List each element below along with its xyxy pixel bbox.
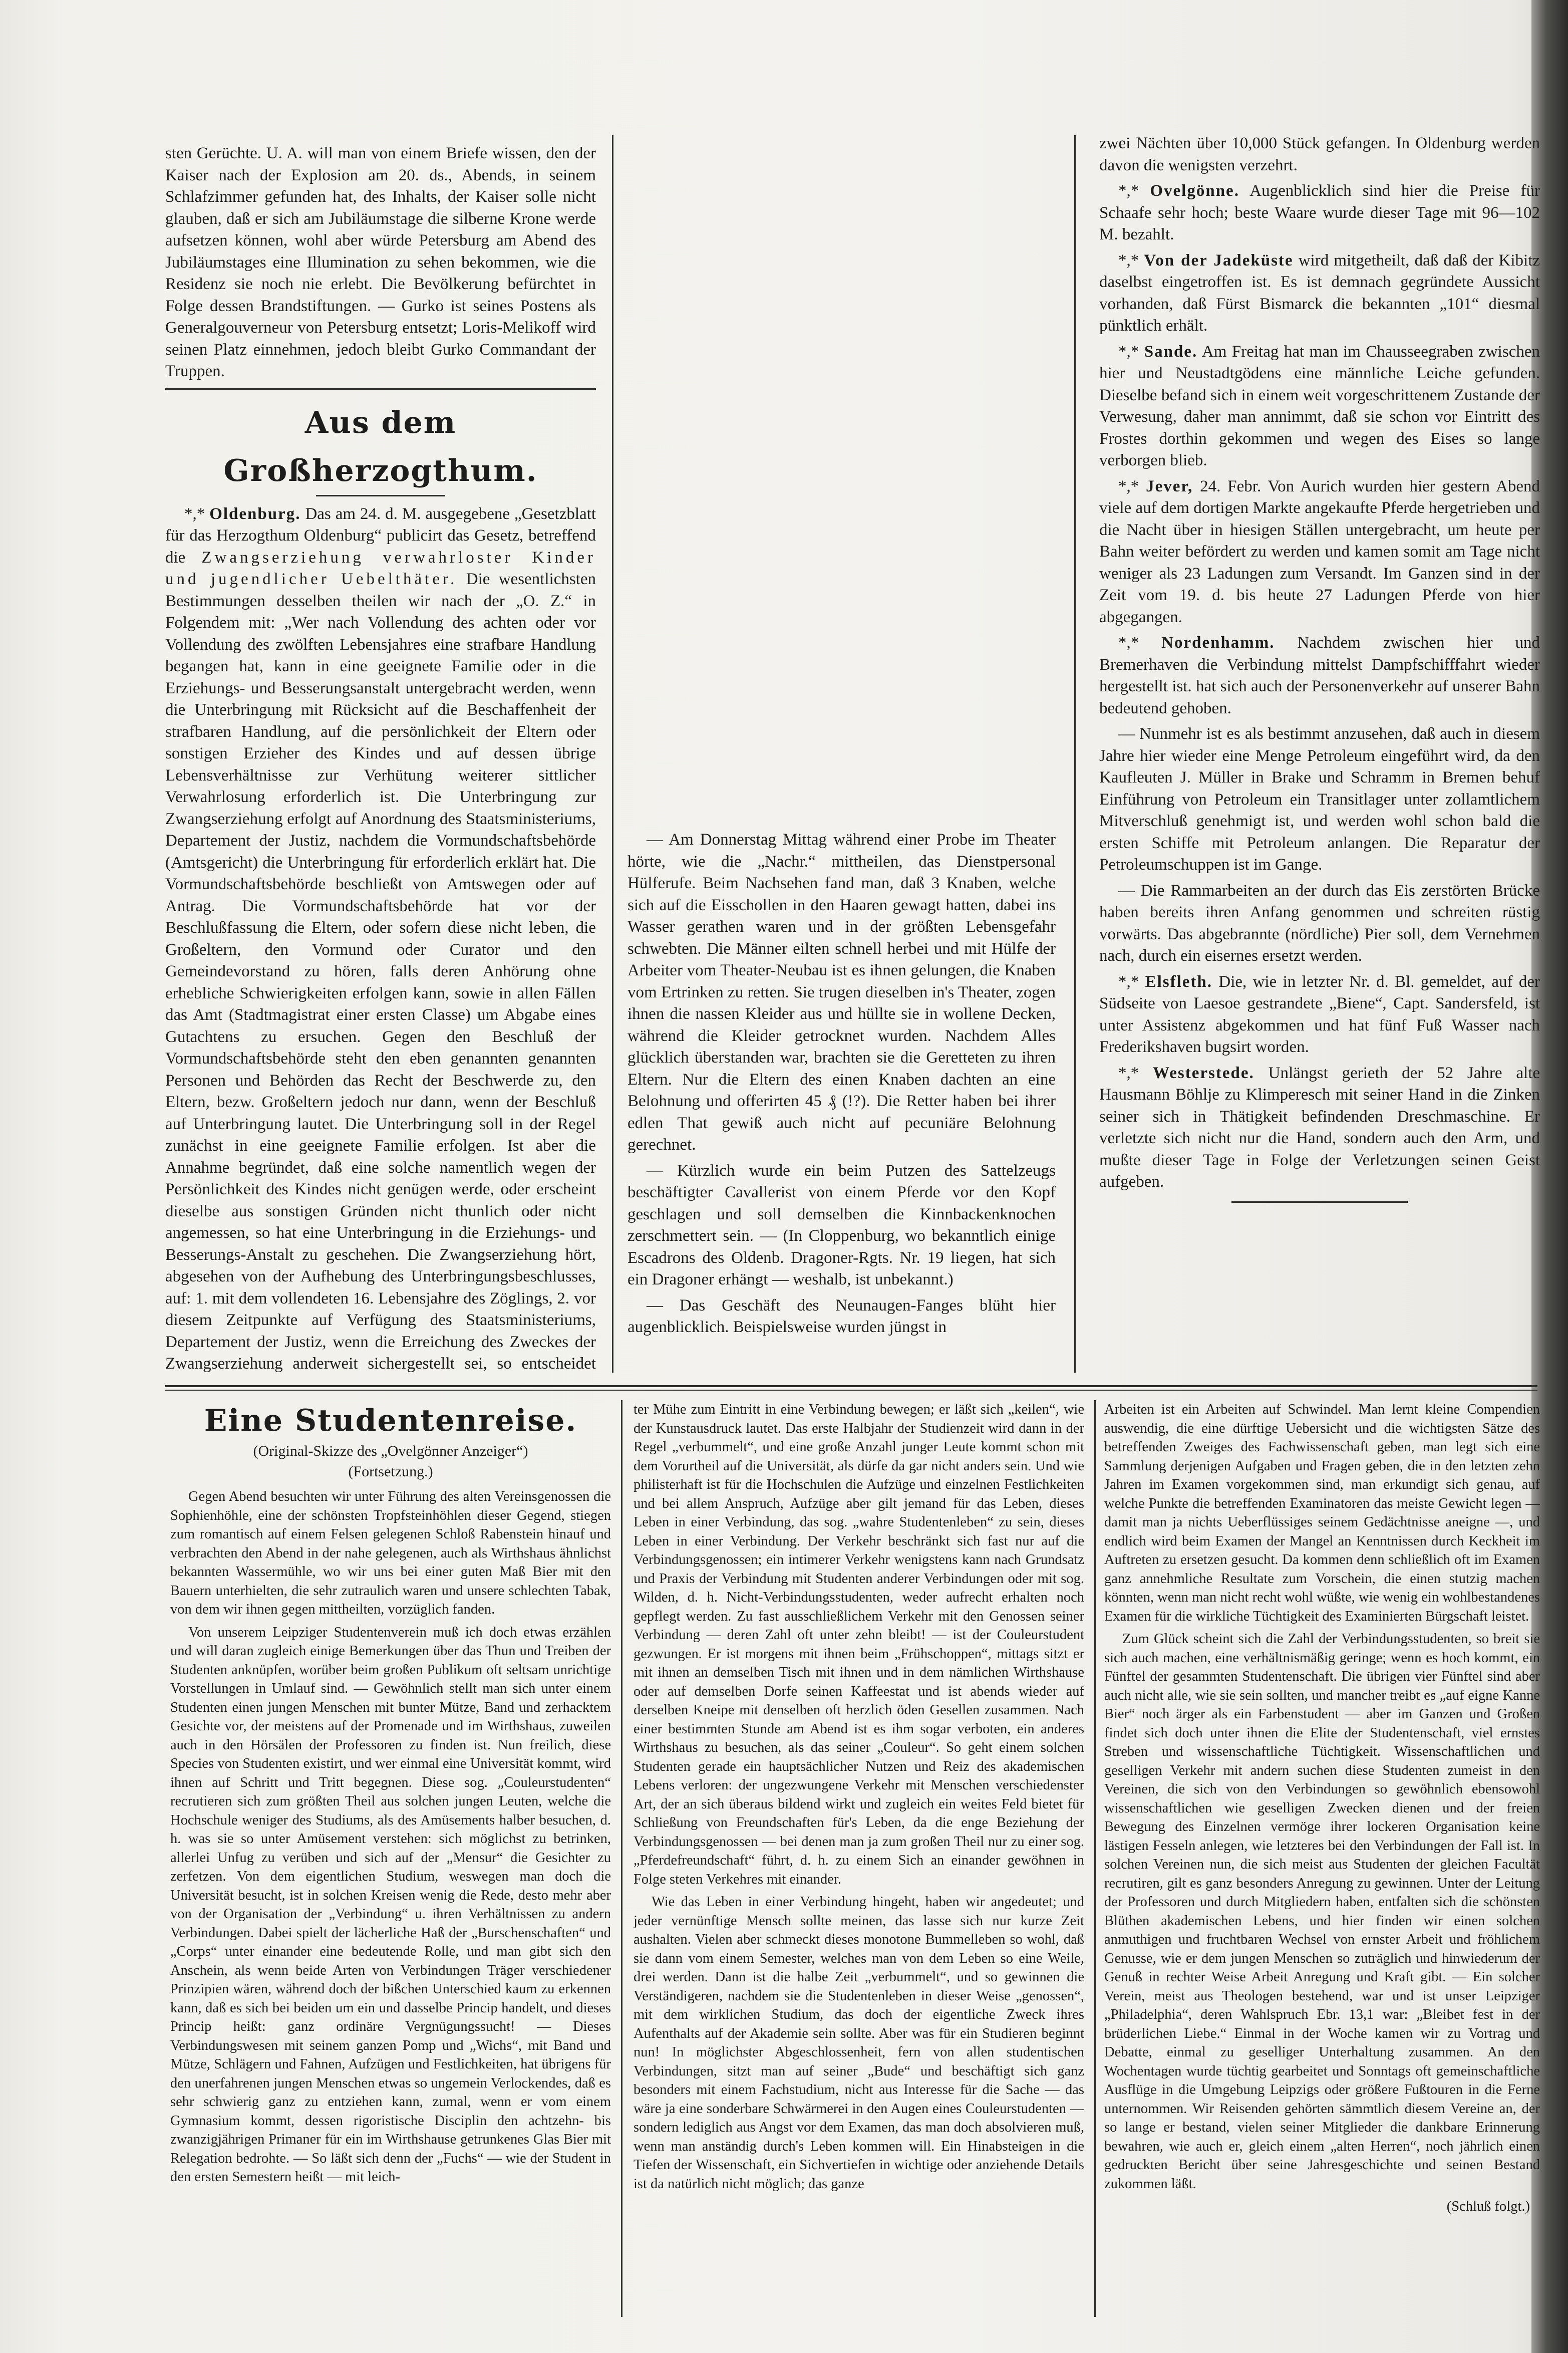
- place-heading: Ovelgönne.: [1150, 182, 1239, 200]
- feuilleton-title: Eine Studentenreise.: [204, 1403, 577, 1438]
- article-text: Das am 24. d. M. ausgegebene „Gesetzblatt für das Herzogthum Oldenburg“ publicirt das Gesetz, betreffend die: [165, 504, 596, 567]
- feuilleton-column-3: [1104, 1400, 1540, 2317]
- feuilleton-paragraph: Arbeiten ist ein Arbeiten auf Schwindel. Man lernt kleine Compendien auswendig, die eine dürftige Uebersicht und die wichtigsten Sätze des betreffenden Zweiges des Fachwissenschaft geben, man legt sich eine Sammlung derjenigen Aufgaben und Fragen geben, die in den letzten zehn Jahren im Examen vorgekommen sind, man erkundigt sich genau, auf welche Punkte die betreffenden Examinatoren das meiste Gewicht legen — damit man ja nichts Ueberflüssiges seinem Gedächtnisse aneigne —, und endlich wird beim Examen der Mangel an Kenntnissen durch Keckheit im Auftreten zu ersetzen gesucht. Da kommen denn schließlich oft im Examen ganz annehmliche Resultate zum Vorschein, die einen stutzig machen könnten, wenn man nicht recht wohl wüßte, wie wenig ein wohlbestandenes Examen für die wirkliche Tüchtigkeit des Examinierten Bürgschaft leistet.: [1104, 1402, 1540, 1624]
- article-text: 24. Febr. Von Aurich wurden hier gestern Abend viele auf dem dortigen Markte angekaufte Pferde hergetrieben und die Nacht über in hiesigen Ställen untergebracht, um heute per Bahn weiter befördert zu werden und kamen somit am Tage nicht weniger als 23 Ladungen zum Versandt. Im Ganzen sind in der Zeit vom 19. d. bis heute 27 Ladungen Pferde von hier abgegangen.: [1099, 477, 1540, 626]
- news-item-elsfleth: [1099, 971, 1540, 1059]
- news-column-3: [1099, 133, 1540, 1345]
- news-paragraph: — Das Geschäft des Neunaugen-Fanges blüht hier augenblicklich. Beispielsweise wurden jüngst in: [628, 1296, 1056, 1336]
- column-rule-2: [1074, 135, 1076, 1373]
- feuilleton-column-rule-2: [1094, 1400, 1096, 2317]
- item-marker: *,*: [1118, 251, 1139, 270]
- place-heading: Oldenburg.: [209, 504, 301, 523]
- news-item-jever: [1099, 476, 1540, 629]
- column-rule-1: [612, 135, 613, 1373]
- article-continuation: sten Gerüchte. U. A. will man von einem Briefe wissen, den der Kaiser nach der Explosion am 20. ds., Abends, in seinem Schlafzimmer gefunden hat, des Inhalts, der Kaiser solle nicht glauben, daß er sich am Jubiläumstage die silberne Krone werde aufsetzen können, wohl aber würde Petersburg am Abend des Jubiläumstages eine Illumination zu sehen bekommen, wie die Residenz sie noch nie erlebt. Die Bevölkerung befürchtet in Folge dessen Brandstiftungen. — Gurko ist seines Postens als Generalgouverneur von Petersburg entsetzt; Loris-Melikoff wird seinen Platz einnehmen, jedoch bleibt Gurko Commandant der Truppen.: [165, 144, 596, 380]
- feuilleton-column-rule-1: [621, 1400, 622, 2317]
- article-text: Nachdem zwischen hier und Bremerhaven die Verbindung mittelst Dampfschifffahrt wieder hergestellt ist. hat sich auch der Personenverkehr auf unserer Bahn bedeutend gehoben.: [1099, 634, 1540, 717]
- place-heading: Sande.: [1144, 342, 1198, 361]
- feuilleton-continuation-note: (Fortsetzung.): [348, 1463, 433, 1480]
- news-paragraph: — Die Rammarbeiten an der durch das Eis zerstörten Brücke haben bereits ihren Anfang genommen und schreiten rüstig vorwärts. Das abgebrannte (nördliche) Pier soll, dem Vernehmen nach, durch ein eisernes ersetzt werden.: [1099, 881, 1540, 965]
- place-heading: Nordenhamm.: [1161, 634, 1275, 652]
- feuilleton-separator-rule: [165, 1385, 1537, 1387]
- feuilleton-title-block: [170, 1400, 611, 1482]
- to-be-continued-note: (Schluß folgt.): [1446, 2199, 1530, 2214]
- news-item-westerstede: [1099, 1063, 1540, 1193]
- news-item-ovelgoenne: [1099, 180, 1540, 246]
- news-item-sande: [1099, 341, 1540, 472]
- place-heading: Westerstede.: [1153, 1064, 1255, 1082]
- article-text: Augenblicklich sind hier die Preise für Schaafe sehr hoch; beste Waare wurde dieser Tage mit 96—102 M. bezahlt.: [1099, 182, 1540, 243]
- place-heading: Jever,: [1146, 477, 1193, 495]
- article-text: Am Freitag hat man im Chausseegraben zwischen hier und Neustadtgödens eine männliche Leiche gefunden. Dieselbe befand sich in einem weit vorgeschrittenem Zustande der Verwesung, daher man annimmt, daß sie schon vor Eintritt des Frostes dorthin gekommen und wegen des Eises so lange verborgen blieb.: [1099, 342, 1540, 469]
- feuilleton-paragraph: Gegen Abend besuchten wir unter Führung des alten Vereinsgenossen die Sophienhöhle, eine der schönsten Tropfsteinhöhlen dieser Gegend, stiegen zum romantisch auf einem Felsen gelegenen Schloß Rabenstein hinauf und verbrachten den Abend in der nahe gelegenen, auch als Wirthshaus ähnlichst bekannten Wassermühle, wo wir uns bei einer guten Maß Bier mit den Bauern unterhielten, die sehr zutraulich waren und unsere schlechten Tabak, von dem wir ihnen gegen mittheilten, vorzüglich fanden.: [170, 1489, 611, 1617]
- news-item-nordenhamm: [1099, 632, 1540, 719]
- item-marker: *,*: [1118, 182, 1139, 200]
- column-2-upper-continuation-space: [628, 143, 1056, 829]
- feuilleton-column-1: [170, 1400, 611, 2317]
- news-item-jadekueste: [1099, 250, 1540, 337]
- article-end-rule: [1231, 1201, 1408, 1203]
- item-marker: *,*: [1118, 634, 1139, 652]
- feuilleton-paragraph: Zum Glück scheint sich die Zahl der Verbindungsstudenten, so breit sie sich auch machen, eine verhältnismäßig geringe; wenn es hoch kommt, ein Fünftel der gesammten Studentenschaft. Die übrigen vier Fünftel sind aber auch nicht alle, wie sie sein sollten, und mancher treibt es „auf eigne Kanne Bier“ noch ärger als ein Farbenstudent — aber im Ganzen und Großen findet sich doch unter ihnen die Elite der Studentenschaft, viel ernstes Streben und wissenschaftliche Tüchtigkeit. Wissenschaftlichen und geselligen Verkehr mit andern suchen diese Studenten zumeist in den Vereinen, die sich von den Verbindungen so gewöhnlich ebensowohl wissenschaftlichen wie geselligen Zwecken dienen und der freien Bewegung des Einzelnen vermöge ihrer lockeren Organisation keine lästigen Fesseln anlegen, wie letzteres bei den Verbindungen der Fall ist. In solchen Vereinen nun, die sich meist aus Studenten der gleichen Facultät recrutiren, gilt es ganz besonders Anregung zu gewinnen. Unter der Leitung der Professoren und durch Mitgliedern haben, entfalten sich die schönsten Blüthen akademischen Lebens, und hier finden wir einen solchen anmuthigen und fruchtbaren Wechsel von ernster Arbeit und fröhlichem Genusse, wie er dem jungen Menschen so zuträglich und hinwiederum der Genuß in rechter Weise Arbeit Anregung und Kraft gibt. — Ein solcher Verein, meist aus Theologen bestehend, war und ist unser Leipziger „Philadelphia“, deren Wahlspruch Ebr. 13,1 war: „Bleibet fest in der brüderlichen Liebe.“ Einmal in der Woche kamen wir zu Vortrag und Debatte, einmal zu geselliger Unterhaltung zusammen. An den Wochentagen wurde tüchtig gearbeitet und Sonntags oft gemeinschaftliche Ausflüge in die Umgebung Leipzigs oder größere Fußtouren in die Ferne unternommen. Wir Reisenden gehörten sämmtlich diesem Vereine an, der so lange er bestand, vielen seiner Mitglieder die dankbare Erinnerung bewahren, wie auch er, gleich einem „alten Herren“, noch jährlich einen gedruckten Bericht über seine Jahresgeschichte und seinen Bestand zukommen läßt.: [1104, 1631, 1540, 2192]
- column-divider-rule: [165, 388, 596, 390]
- item-marker: *,*: [1118, 342, 1139, 361]
- item-marker: *,*: [1118, 972, 1139, 991]
- spaced-emphasis: Zwangserziehung verwahrloster Kinder und jugendlicher Uebelthäter.: [165, 548, 596, 588]
- article-text: Unlängst gerieth der 52 Jahre alte Hausmann Böhlje zu Klimperesch mit seiner Hand in die Zinken seiner sich in Thätigkeit befindenden Dreschmaschine. Er verletzte sich nicht nur die Hand, sondern auch den Arm, und mußte dieser Tage in Folge der Verletzungen seinen Geist aufgeben.: [1099, 1064, 1540, 1191]
- news-column-1: [165, 143, 596, 1373]
- feuilleton-column-2: [634, 1400, 1084, 2317]
- heading-underline: [316, 495, 445, 496]
- feuilleton-paragraph: Von unserem Leipziger Studentenverein muß ich doch etwas erzählen und will daran zugleich einige Bemerkungen über das Thun und Treiben der Studenten anknüpfen, worüber beim großen Publikum oft seltsam unrichtige Vorstellungen in Umlauf sind. — Gewöhnlich stellt man sich unter einem Studenten einen jungen Menschen mit bunter Mütze, Band und zerhacktem Gesichte vor, der meistens auf der Promenade und im Wirthshaus, zuweilen auch in den Hörsälen der Professoren zu finden ist. Nun freilich, diese Species von Studenten existirt, und wer einmal eine Universität kommt, wird ihnen auf Schritt und Tritt begegnen. Diese sog. „Couleurstudenten“ recrutieren sich zum größten Theil aus solchen jungen Leuten, welche die Hochschule weniger des Studiums, als des Amüsements halber besuchen, d. h. was sie so unter Amüsement verstehen: sich möglichst zu betrinken, allerlei Unfug zu verüben und sich auf der „Mensur“ die Gesichter zu zerfetzen. Von dem eigentlichen Studium, weswegen man doch die Universität besucht, ist in solchen Kreisen wenig die Rede, desto mehr aber von der Organisation der „Verbindung“ u. ihren Verhältnissen zu andern Verbindungen. Dabei spielt der lächerliche Haß der „Burschenschaften“ und „Corps“ unter einander eine bedeutende Rolle, und man gibt sich den Anschein, als wenn beide Arten von Verbindungen Träger verschiedener Prinzipien wären, während doch der bißchen Unterschied kaum zu erkennen kann, daß es sich bei beiden um ein und dasselbe Princip handelt, und dieses Princip heißt: ganz ordinäre Vergnügungssucht! — Dieses Verbindungswesen mit seinem ganzen Pomp und „Wichs“, mit Band und Mütze, Schlägern und Fahnen, Aufzügen und Festlichkeiten, hat übrigens für den unerfahrenen jungen Menschen etwas so ungemein Verlockendes, daß es sehr schwierig ganz zu entziehen kann, zumal, wenn er vom einem Gymnasium kommt, dessen rigoristische Disciplin den achtzehn- bis zwanzigjährigen Primaner für ein im Wirthshause getrunkenes Glas Bier mit Relegation bedrohte. — So läßt sich denn der „Fuchs“ — wie der Student in den ersten Semestern heißt — mit leich-: [170, 1624, 611, 2185]
- oldenburg-article: [165, 503, 596, 1373]
- article-text: Die wesentlichsten Bestimmungen desselben theilen wir nach der „O. Z.“ in Folgendem mit: „Wer nach Vollendung des achten oder vor Vollendung des zwölften Lebensjahres eine strafbare Handlung begangen hat, kann in eine geeignete Familie oder in die Erziehungs- und Besserungsanstalt untergebracht werden, wenn die Unterbringung mit Rücksicht auf die Beschaffenheit der strafbaren Handlung, auf die persönlichkeit der Eltern oder sonstigen Erzieher des Kindes und auf dessen übrige Lebensverhältnisse zur Verhütung weiterer sittlicher Verwahrlosung erforderlich ist. Die Unterbringung zur Zwangserziehung erfolgt auf Anordnung des Staatsministeriums, Departement der Justiz, nachdem die Vormundschaftsbehörde (Amtsgericht) die Unterbringung für erforderlich erklärt hat. Die Vormundschaftsbehörde beschließt von Amtswegen oder auf Antrag. Die Vormundschaftsbehörde hat vor der Beschlußfassung die Eltern, oder sofern diese nicht leben, die Großeltern, den Vormund oder Curator und den Gemeindevorstand zu hören, falls deren Anhörung ohne erhebliche Schwierigkeiten erfolgen kann, sowie in allen Fällen das Amt (Stadtmagistrat einer ersten Classe) um Abgabe eines Gutachtens zu ersuchen. Gegen den Beschluß der Vormundschaftsbehörde steht den eben genannten genannten Personen und Behörden das Recht der Beschwerde zu, den Eltern, bezw. Großeltern jedoch nur dann, wenn der Beschluß auf Unterbringung lautet. Die Unterbringung soll in der Regel zunächst in eine geeignete Familie erfolgen. Ist aber die Annahme begründet, daß eine solche namentlich wegen der Persönlichkeit des Kindes nicht genügen werde, oder erscheint dieselbe aus sonstigen Gründen nicht thunlich oder nicht angemessen, so hat eine Unterbringung in die Erziehungs- und Besserungs-Anstalt zu geschehen. Die Zwangserziehung hört, abgesehen von der Aufhebung des Unterbringungsbeschlusses, auf: 1. mit dem vollendeten 16. Lebensjahre des Zöglings, 2. vor diesem Zeitpunkte auf Verfügung des Staatsministeriums, Departement der Justiz, wenn die Erreichung des Zweckes der Zwangserziehung anderweit sichergestellt sei, so entscheidet: [165, 570, 596, 1373]
- feuilleton-paragraph: Wie das Leben in einer Verbindung hingeht, haben wir angedeutet; und jeder vernünftige Mensch sollte meinen, das lasse sich nur kurze Zeit aushalten. Vielen aber schmeckt dieses monotone Bummelleben so wohl, daß sie dann vom einem Semester, welches man von dem Leben so eine Weile, drei werden. Dann ist die halbe Zeit „verbummelt“, und so gewinnen die Verständigeren, nachdem sie die Studentenleben in dieser Weise „genossen“, mit dem wirklichen Studium, das doch der eigentliche Zweck ihres Aufenthalts auf der Akademie sein sollte. Aber was für ein Studieren beginnt nun! In möglichster Abgeschlossenheit, fern von allen studentischen Verbindungen, sitzt man auf seiner „Bude“ und beschäftigt sich ganz besonders mit einem Fachstudium, nicht aus Interesse für die Sache — das wäre ja eine sonderbare Schwärmerei in den Augen eines Couleurstudenten — sondern lediglich aus Angst vor dem Examen, das man doch absolvieren muß, wenn man anständig durch's Leben kommen will. Ein Hinabsteigen in die Tiefen der Wissenschaft, ein Sichvertiefen in wichtige oder anziehende Details ist da natürlich nicht möglich; das ganze: [634, 1894, 1084, 2192]
- item-marker: *,*: [1118, 1064, 1139, 1082]
- place-heading: Von der Jadeküste: [1144, 251, 1294, 270]
- news-paragraph: — Nunmehr ist es als bestimmt anzusehen, daß auch in diesem Jahre hier wieder eine Menge Petroleum eingeführt wird, da den Kaufleuten J. Müller in Brake und Schramm in Bremen behuf Einführung von Petroleum ein Transitlager unter zollamtlichem Mitverschluß genehmigt ist, und werden wohl schon bald die ersten Schiffe mit Petroleum anlangen. Die Reparatur der Petroleumschuppen ist im Gange.: [1099, 725, 1540, 874]
- article-text: wird mitgetheilt, daß daß der Kibitz daselbst eingetroffen ist. Es ist demnach gegründete Aussicht vorhanden, daß Fürst Bismarck die bekannten „101“ diesmal pünktlich erhält.: [1099, 251, 1540, 335]
- news-paragraph: — Am Donnerstag Mittag während einer Probe im Theater hörte, wie die „Nachr.“ mittheilen, das Dienstpersonal Hülferufe. Beim Nachsehen fand man, daß 3 Knaben, welche sich auf die Eisschollen in den Haaren gewagt hatten, dabei ins Wasser gerathen waren und in der größten Lebensgefahr schwebten. Die Männer eilten schnell herbei und mit Hülfe der Arbeiter vom Theater-Neubau ist es ihnen gelungen, die Knaben vom Ertrinken zu retten. Sie trugen dieselben in's Theater, zogen ihnen die nassen Kleider aus und hüllte sie in wollene Decken, während die Kleider getrocknet wurden. Nachdem Alles glücklich überstanden war, brachten sie die Geretteten zu ihren Eltern. Nur die Eltern des einen Knaben dachten an eine Belohnung und offerirten 45 ₰ (!?). Die Retter haben bei ihrer edlen That gewiß auch nicht auf pecuniäre Belohnung gerechnet.: [628, 831, 1056, 1154]
- article-text: Die, wie in letzter Nr. d. Bl. gemeldet, auf der Südseite von Laesoe gestrandete „Biene“, Capt. Sandersfeld, ist unter Assistenz abgekommen und hat fünf Fuß Wasser nach Frederikshaven bugsirt worden.: [1099, 972, 1540, 1056]
- feuilleton-paragraph: ter Mühe zum Eintritt in eine Verbindung bewegen; er läßt sich „keilen“, wie der Kunstausdruck lautet. Das erste Halbjahr der Studienzeit wird dann in der Regel „verbummelt“, und eine große Anzahl junger Leute kommt schon mit dem Vorurtheil auf die Universität, als dürfe da gar nicht anders sein. Und wie philisterhaft ist für die Hochschulen die Aufzüge und einzelnen Festlichkeiten und bei allem Anspruch, Aufzüge aber gilt jemand für das Leben, dieses Leben in einer Verbindung, das sog. „wahre Studentenleben“ zu sein, dieses Leben in einer Verbindung. Der Verkehr beschränkt sich fast nur auf die Verbindungsgenossen; ein intimerer Verkehr wenigstens kann nach Grundsatz und Praxis der Verbindung mit Studenten anderer Verbindungen oder mit sog. Wilden, d. h. Nicht-Verbindungsstudenten, weder aufrecht erhalten noch gepflegt werden. Zu fast ausschließlichem Verkehr mit den Genossen seiner Verbindung — deren Zahl oft unter zehn bleibt! — ist der Couleurstudent gezwungen. Er ist morgens mit ihnen beim „Frühschoppen“, mittags sitzt er mit ihnen an demselben Tisch mit ihnen und in dem nämlichen Wirthshause oder auf demselben Dorfe seinen Kaffeestat und ist abends wieder auf derselben Kneipe mit denselben oft herzlich öden Gesellen zusammen. Nach einer bestimmten Stunde am Abend ist es ihm sogar verboten, ein anderes Wirthshaus zu besuchen, als das seiner „Couleur“. So geht einem solchen Studenten gerade ein hauptsächlicher Nutzen und Reiz des akademischen Lebens verloren: der ungezwungene Verkehr mit Menschen verschiedenster Art, der an sich überaus bildend wirkt und zugleich ein weites Feld bietet für Schließung von Freundschaften für's Leben, da die enge Beziehung der Verbindungsgenossen — bei denen man ja zum großen Theil nur zu einer sog. „Pferdefreundschaft“ führt, d. h. zu einem Sich an einander gewöhnen in Folge steten Verkehres mit einander.: [634, 1402, 1084, 1887]
- feuilleton-separator-rule-thin: [165, 1390, 1537, 1391]
- feuilleton-subtitle: (Original-Skizze des „Ovelgönner Anzeiger“): [253, 1443, 528, 1459]
- item-marker: *,*: [1118, 477, 1139, 495]
- item-marker: *,*: [184, 504, 205, 523]
- section-heading: Aus dem Großherzogthum.: [223, 405, 538, 488]
- place-heading: Elsfleth.: [1145, 972, 1213, 991]
- news-column-2: [628, 143, 1056, 1373]
- news-paragraph: zwei Nächten über 10,000 Stück gefangen. In Oldenburg werden davon die wenigsten verzehrt.: [1099, 134, 1540, 174]
- news-paragraph: — Kürzlich wurde ein beim Putzen des Sattelzeugs beschäftigter Cavallerist von einem Pferde vor den Kopf geschlagen und soll demselben die Kinnbackenknochen zerschmettert sein. — (In Cloppenburg, wo bekanntlich einige Escadrons des Oldenb. Dragoner-Rgts. Nr. 19 liegen, hat sich ein Dragoner erhängt — weshalb, ist unbekannt.): [628, 1161, 1056, 1288]
